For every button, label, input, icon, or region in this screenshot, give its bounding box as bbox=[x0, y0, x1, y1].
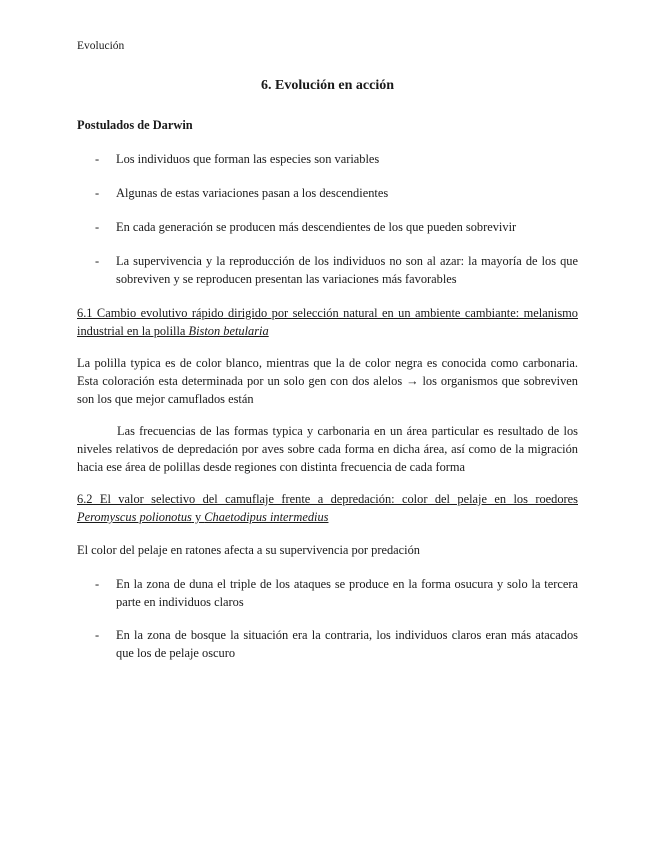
bullet-dash: - bbox=[95, 186, 100, 200]
darwin-item-text: Los individuos que forman las especies son variables bbox=[116, 152, 380, 166]
heading-join: y bbox=[191, 510, 205, 524]
section2-item-text: En la zona de bosque la situación era la contraria, los individuos claros eran más atacados que los de pelaje oscuro bbox=[116, 628, 578, 660]
species-name: Biston betularia bbox=[188, 324, 269, 338]
darwin-item-text: La supervivencia y la reproducción de los individuos no son al azar: la mayoría de los que sobreviven y se reproducen presentan las variaciones más favorables bbox=[116, 254, 578, 286]
section2-heading-text: 6.2 El valor selectivo del camuflaje frente a depredación: color del pelaje en los roedores bbox=[77, 492, 578, 506]
page-title: 6. Evolución en acción bbox=[260, 78, 394, 93]
species-name: Peromyscus polionotus bbox=[77, 510, 192, 524]
bullet-dash: - bbox=[95, 254, 100, 268]
bullet-dash: - bbox=[95, 628, 100, 642]
section2-item-text: En la zona de duna el triple de los ataques se produce en la forma osucura y solo la tercera parte en individuos claros bbox=[116, 577, 578, 609]
bullet-dash: - bbox=[95, 220, 100, 234]
section2-item bbox=[95, 575, 578, 611]
species-name: Chaetodipus intermedius bbox=[204, 510, 329, 524]
bullet-dash: - bbox=[95, 577, 100, 591]
bullet-dash: - bbox=[95, 152, 100, 166]
darwin-item bbox=[95, 252, 578, 288]
darwin-item-text: En cada generación se producen más descendientes de los que pueden sobrevivir bbox=[116, 220, 517, 234]
darwin-item bbox=[95, 150, 578, 168]
section1-paragraph: Las frecuencias de las formas typica y carbonaria en un área particular es resultado de los niveles relativos de depredación por aves sobre cada forma en dicha área, así como de la migración hacia ese área de polillas desde regiones con distinta frecuencia de cada forma bbox=[77, 424, 578, 474]
section2-heading bbox=[77, 490, 578, 526]
section2-intro: El color del pelaje en ratones afecta a su supervivencia por predación bbox=[77, 543, 420, 557]
darwin-item bbox=[95, 184, 578, 202]
darwin-item bbox=[95, 218, 578, 236]
darwin-item-text: Algunas de estas variaciones pasan a los descendientes bbox=[116, 186, 389, 200]
section2-item bbox=[95, 626, 578, 662]
running-header: Evolución bbox=[77, 40, 125, 52]
section1-heading bbox=[77, 304, 578, 340]
section1-heading-text: 6.1 Cambio evolutivo rápido dirigido por selección natural en un ambiente cambiante: melanismo industrial en la polilla bbox=[77, 306, 578, 338]
section1-paragraph: La polilla typica es de color blanco, mientras que la de color negra es conocida como carbonaria. Esta coloración esta determinada por un solo gen con dos alelos → los organismos que sobreviven son los que mejor camuflados están bbox=[77, 356, 578, 406]
darwin-heading: Postulados de Darwin bbox=[77, 118, 193, 132]
